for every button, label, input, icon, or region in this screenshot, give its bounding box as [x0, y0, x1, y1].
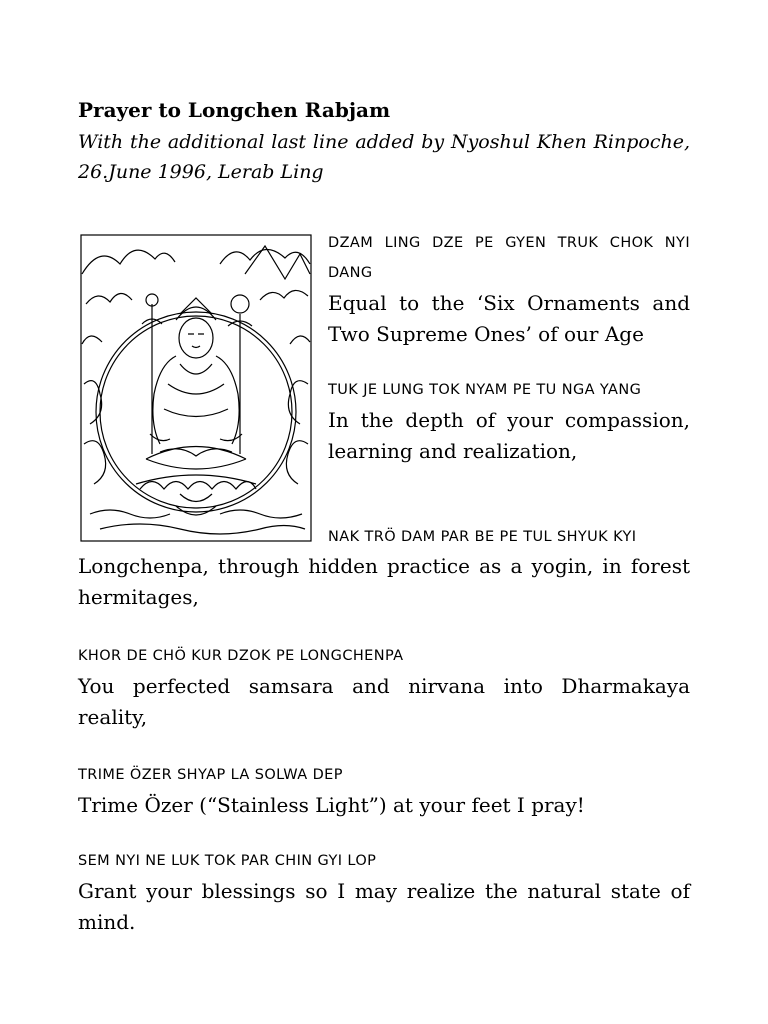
verse-2-english: In the depth of your compassion, learning and realization,: [328, 408, 690, 463]
verse-1-english: Equal to the ‘Six Ornaments and Two Supreme Ones’ of our Age: [328, 291, 690, 346]
verse-2-tibetan: TUK JE LUNG TOK NYAM PE TU NGA YANG: [328, 382, 642, 398]
verse-6: [78, 846, 690, 938]
verse-6-english: Grant your blessings so I may realize the natural state of mind.: [78, 879, 690, 934]
verse-6-tibetan: SEM NYI NE LUK TOK PAR CHIN GYI LOP: [78, 853, 377, 869]
verse-5-english: Trime Özer (“Stainless Light”) at your feet I pray!: [78, 793, 585, 817]
verse-3-tibetan: NAK TRÖ DAM PAR BE PE TUL SHYUK KYI: [328, 529, 637, 545]
verse-3-english-block: [78, 551, 690, 613]
verse-5: [78, 760, 690, 821]
verse-1-tibetan: DZAM LING DZE PE GYEN TRUK CHOK NYI DANG: [328, 235, 690, 281]
verse-5-tibetan: TRIME ÖZER SHYAP LA SOLWA DEP: [78, 767, 343, 783]
document-subtitle: With the additional last line added by Nyoshul Khen Rinpoche, 26.June 1996, Lerab Ling: [78, 131, 690, 183]
verse-4-tibetan: KHOR DE CHÖ KUR DZOK PE LONGCHENPA: [78, 648, 404, 664]
verse-3-english: Longchenpa, through hidden practice as a yogin, in forest hermitages,: [78, 554, 690, 609]
longchenpa-illustration: [80, 234, 312, 542]
verse-3-tibetan-block: [328, 522, 690, 552]
verse-2: [328, 375, 690, 467]
verse-4-english: You perfected samsara and nirvana into Dharmakaya reality,: [78, 674, 690, 729]
verse-1: [328, 228, 690, 350]
longchenpa-line-drawing: [80, 234, 312, 542]
verse-4: [78, 641, 690, 733]
document-title: Prayer to Longchen Rabjam: [78, 98, 391, 122]
